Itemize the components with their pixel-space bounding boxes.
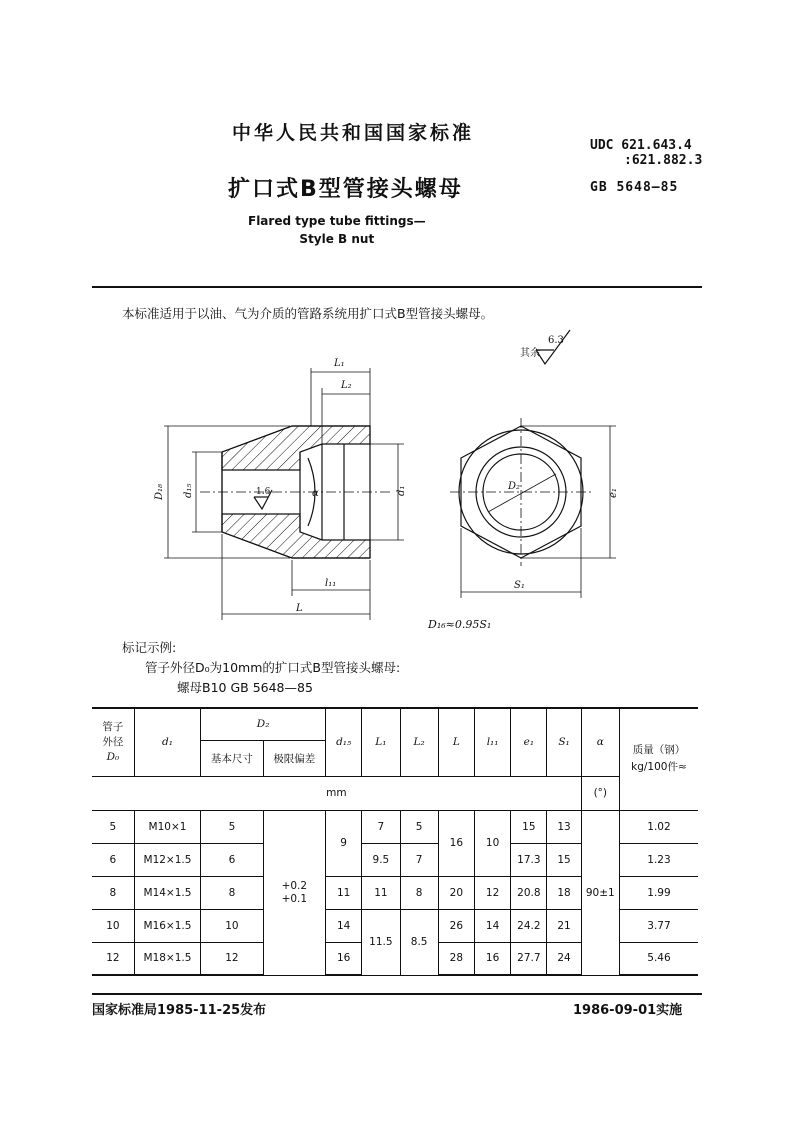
cell-D0: 10: [92, 909, 134, 942]
cell-l11: 12: [474, 876, 510, 909]
dim-label-d15: d₁₅: [183, 483, 194, 498]
cell-l11: 16: [474, 942, 510, 975]
header-tube-od-line-2: 外径: [102, 735, 124, 748]
roughness-label: 其余: [520, 348, 540, 359]
cell-alpha: 90±1: [581, 810, 619, 975]
header-mass-line-2: kg/100件≈: [631, 761, 687, 774]
header-e1: e₁: [511, 708, 547, 776]
dim-label-l11: l₁₁: [325, 578, 337, 589]
roughness-value: 6.3: [548, 335, 564, 346]
cell-mass: 1.02: [619, 810, 698, 843]
cell-L1: 7: [362, 810, 400, 843]
cell-D2-basic: 8: [201, 876, 263, 909]
header-tube-od-line-1: 管子: [102, 720, 124, 733]
deviation-lower: +0.1: [281, 892, 308, 905]
cell-D2-basic: 10: [201, 909, 263, 942]
cell-L1: 11: [362, 876, 400, 909]
cell-mass: 5.46: [619, 942, 698, 975]
cell-e1: 24.2: [511, 909, 547, 942]
title-en-line-1: Flared type tube fittings—: [248, 214, 426, 228]
cell-e1: 15: [511, 810, 547, 843]
cell-D2-deviation: [263, 810, 325, 975]
cell-mass: 1.99: [619, 876, 698, 909]
dim-label-e1: e₁: [608, 488, 619, 498]
header-d15: d₁₅: [326, 708, 362, 776]
header-S1: S₁: [547, 708, 581, 776]
footer-rule: [92, 993, 702, 995]
cell-d1: M16×1.5: [134, 909, 200, 942]
gb-standard-number: GB 5648—85: [590, 180, 679, 195]
cell-S1: 15: [547, 843, 581, 876]
dim-label-D18: D₁₈: [154, 483, 165, 500]
issue-date: 国家标准局1985-11-25发布: [92, 1003, 267, 1018]
cell-e1: 17.3: [511, 843, 547, 876]
marking-example-label: 标记示例:: [122, 640, 177, 655]
cell-D2-basic: 5: [201, 810, 263, 843]
cell-S1: 24: [547, 942, 581, 975]
header-l11: l₁₁: [474, 708, 510, 776]
header-tube-od-line-3: D₀: [106, 750, 120, 763]
udc-line-2: :621.882.3: [624, 153, 703, 168]
cell-S1: 18: [547, 876, 581, 909]
cell-mass: 1.23: [619, 843, 698, 876]
title-en-line-2: Style B nut: [299, 232, 375, 246]
header-L1: L₁: [362, 708, 400, 776]
cell-d1: M14×1.5: [134, 876, 200, 909]
header-mass: [619, 708, 698, 810]
cell-L: 26: [438, 909, 474, 942]
cell-e1: 20.8: [511, 876, 547, 909]
diameter-relation: D₁₆≈0.95S₁: [428, 618, 492, 631]
dim-label-D2: D₂: [508, 481, 521, 492]
front-view-dimensions: [461, 426, 616, 598]
cell-L2: 8: [400, 876, 438, 909]
cell-d15: 11: [326, 876, 362, 909]
unit-mm: mm: [92, 776, 581, 810]
dim-label-alpha: α: [312, 488, 319, 499]
cell-l11: 10: [474, 810, 510, 876]
cell-D2-basic: 12: [201, 942, 263, 975]
dim-label-L2: L₂: [341, 380, 352, 391]
header-D2-deviation: 极限偏差: [263, 740, 325, 776]
header-D2: D₂: [201, 708, 326, 740]
dim-label-L: L: [296, 603, 303, 614]
dim-label-d1: d₁: [396, 485, 407, 496]
cell-d1: M10×1: [134, 810, 200, 843]
cell-d15: 16: [326, 942, 362, 975]
cell-d1: M18×1.5: [134, 942, 200, 975]
side-view-section: [200, 426, 392, 558]
cell-e1: 27.7: [511, 942, 547, 975]
dim-label-S1: S₁: [514, 580, 525, 591]
side-view-dimensions: [164, 368, 404, 620]
cell-L2: 5: [400, 810, 438, 843]
cell-D0: 8: [92, 876, 134, 909]
cell-S1: 13: [547, 810, 581, 843]
cell-d15: 14: [326, 909, 362, 942]
cell-D0: 12: [92, 942, 134, 975]
cell-mass: 3.77: [619, 909, 698, 942]
cell-D2-basic: 6: [201, 843, 263, 876]
udc-line-1: UDC 621.643.4: [590, 138, 692, 153]
unit-degree: (°): [581, 776, 619, 810]
marking-example-designation: 螺母B10 GB 5648—85: [177, 680, 313, 695]
cell-L1: 11.5: [362, 909, 400, 975]
dimension-table: [92, 707, 698, 976]
header-alpha: α: [581, 708, 619, 776]
cell-S1: 21: [547, 909, 581, 942]
header-L: L: [438, 708, 474, 776]
header-tube-od: [92, 708, 134, 776]
header-mass-line-1: 质量（钢）: [632, 744, 686, 757]
effective-date: 1986-09-01实施: [573, 1003, 683, 1018]
cell-L1: 9.5: [362, 843, 400, 876]
front-view: [450, 418, 592, 566]
inner-roughness-value: 1.6: [256, 487, 271, 497]
header-L2: L₂: [400, 708, 438, 776]
header-d1: d₁: [134, 708, 200, 776]
cell-D0: 6: [92, 843, 134, 876]
standard-organization: 中华人民共和国国家标准: [232, 122, 475, 144]
document-title-chinese: 扩口式B型管接头螺母: [228, 177, 463, 202]
cell-L: 16: [438, 810, 474, 876]
dim-label-L1: L₁: [334, 358, 345, 369]
cell-d1: M12×1.5: [134, 843, 200, 876]
marking-example-description: 管子外径D₀为10mm的扩口式B型管接头螺母:: [145, 660, 401, 675]
header-D2-basic: 基本尺寸: [201, 740, 263, 776]
cell-l11: 14: [474, 909, 510, 942]
cell-d15: 9: [326, 810, 362, 876]
deviation-upper: +0.2: [281, 879, 308, 892]
cell-D0: 5: [92, 810, 134, 843]
cell-L: 20: [438, 876, 474, 909]
cell-L2: 8.5: [400, 909, 438, 975]
cell-L2: 7: [400, 843, 438, 876]
cell-L: 28: [438, 942, 474, 975]
scope-statement: 本标准适用于以油、气为介质的管路系统用扩口式B型管接头螺母。: [122, 306, 494, 321]
